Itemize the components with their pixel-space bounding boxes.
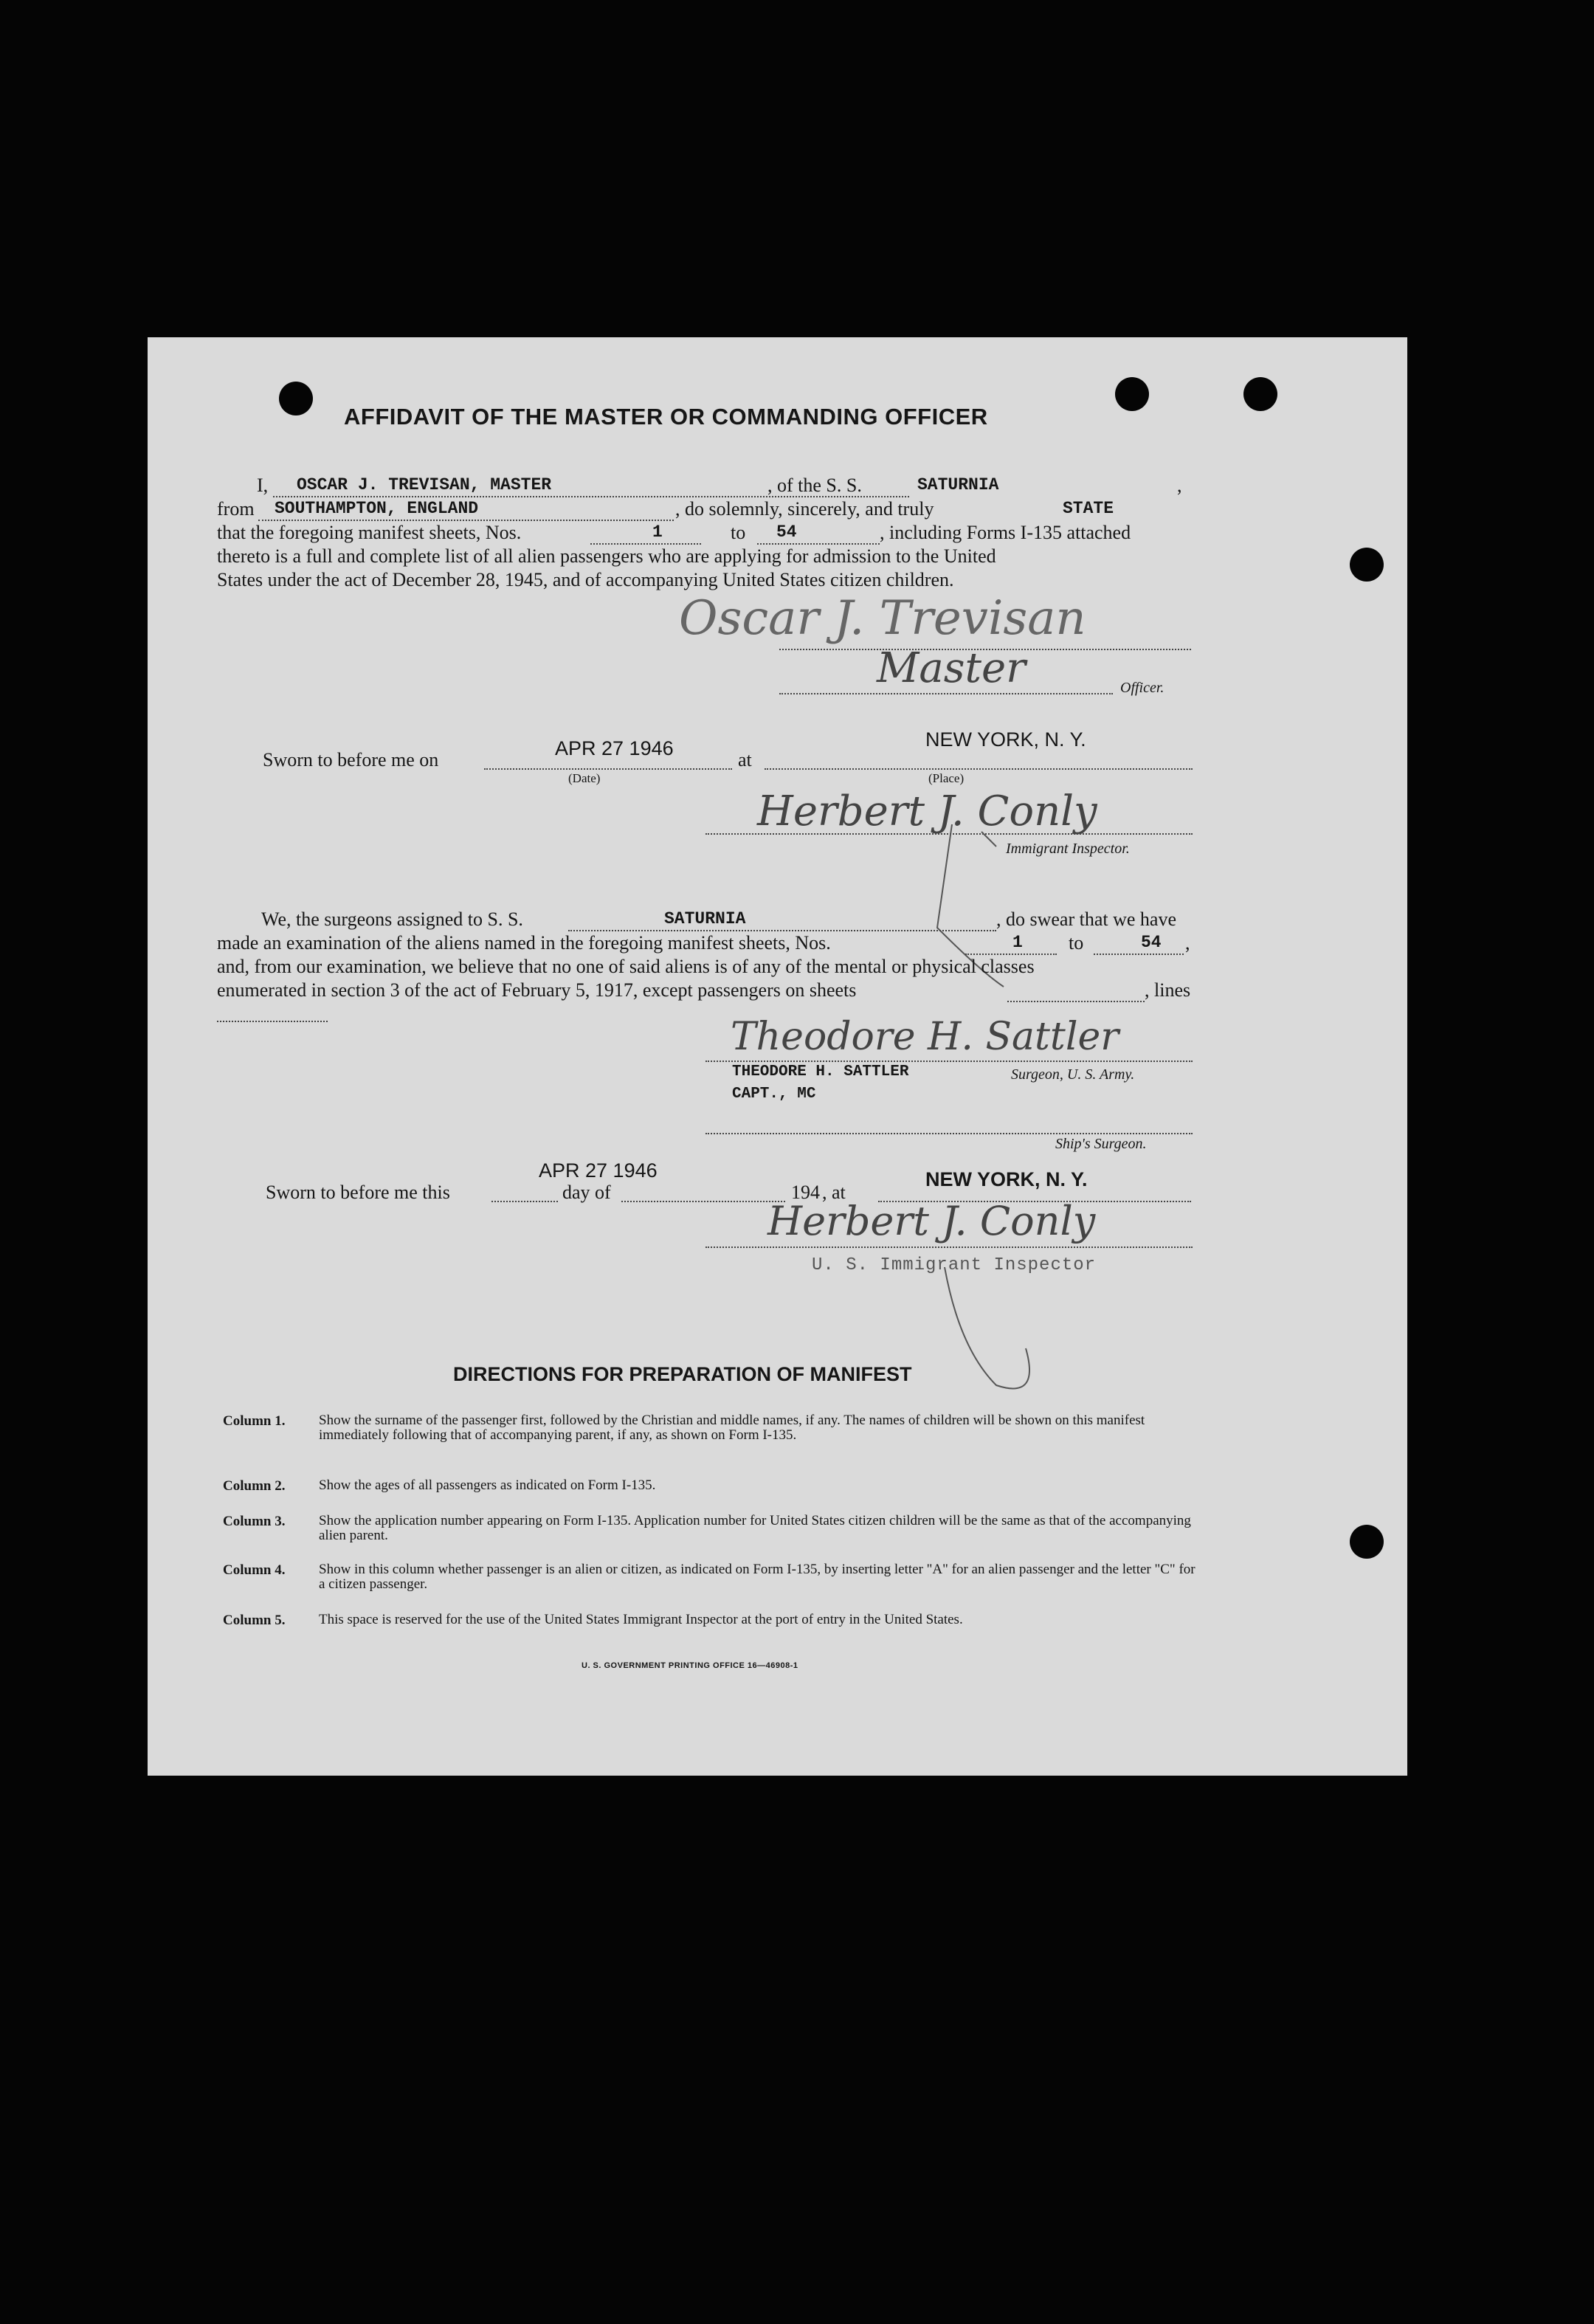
surgeon-typed-name: THEODORE H. SATTLER xyxy=(732,1063,909,1080)
line2-mid: , do solemnly, sincerely, and truly xyxy=(675,498,934,520)
column-1-label: Column 1. xyxy=(223,1413,286,1429)
line5: States under the act of December 28, 1945, and of accompanying United States citizen children. xyxy=(217,569,954,590)
document-page xyxy=(148,337,1407,1776)
surgeons-l4-suffix: , lines xyxy=(1145,979,1191,1001)
surgeon-rank: CAPT., MC xyxy=(732,1086,816,1103)
punch-hole xyxy=(1350,1525,1384,1559)
sworn2-at: , at xyxy=(822,1182,846,1203)
officer-caption: Officer. xyxy=(1120,680,1165,696)
ships-surgeon-caption: Ship's Surgeon. xyxy=(1055,1136,1147,1152)
directions-title: DIRECTIONS FOR PREPARATION OF MANIFEST xyxy=(453,1363,912,1385)
surgeons-l3: and, from our examination, we believe that no one of said aliens is of any of the mental or physical classes xyxy=(217,956,1035,977)
inspector-typed-title: U. S. Immigrant Inspector xyxy=(812,1255,1097,1275)
punch-hole xyxy=(1350,548,1384,582)
line1-mid: , of the S. S. xyxy=(767,475,862,496)
sheets-from: 1 xyxy=(652,523,663,542)
line1-suffix: , xyxy=(1177,475,1182,496)
surgeons-l4-prefix: enumerated in section 3 of the act of February 5, 1917, except passengers on sheets xyxy=(217,979,857,1001)
column-4-text: Show in this column whether passenger is an alien or citizen, as indicated on Form I-135, by inserting letter "A" for an alien passenger and the letter "C" for a citizen passenger. xyxy=(319,1562,1196,1592)
printer-imprint: U. S. GOVERNMENT PRINTING OFFICE 16—46908-1 xyxy=(582,1661,798,1670)
master-name: OSCAR J. TREVISAN, MASTER xyxy=(297,475,552,494)
line2-prefix: from xyxy=(217,498,255,520)
sheets-to: 54 xyxy=(776,523,797,542)
line3-suffix: , including Forms I-135 attached xyxy=(880,522,1131,543)
line3-prefix: that the foregoing manifest sheets, Nos. xyxy=(217,522,522,543)
surgeons-to: to xyxy=(1069,932,1084,954)
punch-hole xyxy=(1243,377,1277,411)
ship-name: SATURNIA xyxy=(917,475,999,494)
column-4-label: Column 4. xyxy=(223,1562,286,1578)
sworn2-date-stamp: APR 27 1946 xyxy=(539,1159,658,1182)
surgeons-to-no: 54 xyxy=(1141,933,1162,952)
column-1-text: Show the surname of the passenger first, followed by the Christian and middle names, if any. The names of children will be shown on this manifest immediately following that of accompanying parent, if any, as shown on Form I-135. xyxy=(319,1413,1145,1443)
punch-hole xyxy=(279,382,313,416)
line4: thereto is a full and complete list of all alien passengers who are applying for admission to the United xyxy=(217,545,996,567)
column-2-label: Column 2. xyxy=(223,1478,286,1494)
date-caption: (Date) xyxy=(568,771,601,785)
line3-to: to xyxy=(731,522,746,543)
master-title-handwritten: Master xyxy=(877,644,1026,692)
line1-prefix: I, xyxy=(257,475,269,496)
surgeons-ship: SATURNIA xyxy=(664,909,746,928)
sworn1-date-stamp: APR 27 1946 xyxy=(555,737,674,759)
place-caption: (Place) xyxy=(928,771,965,785)
inspector-signature-2: Herbert J. Conly xyxy=(767,1198,1096,1244)
column-3-label: Column 3. xyxy=(223,1514,286,1529)
surgeons-l1-prefix: We, the surgeons assigned to S. S. xyxy=(261,908,523,930)
surgeons-l2-prefix: made an examination of the aliens named in the foregoing manifest sheets, Nos. xyxy=(217,932,831,954)
column-3-text: Show the application number appearing on Form I-135. Application number for United States citizen children will be the same as that of the accompanying alien parent. xyxy=(319,1513,1191,1543)
sworn1-at: at xyxy=(738,749,752,770)
sworn2-day-of: day of xyxy=(562,1182,611,1203)
origin-port: SOUTHAMPTON, ENGLAND xyxy=(275,499,479,518)
inspector-caption: Immigrant Inspector. xyxy=(1006,841,1130,857)
column-5-label: Column 5. xyxy=(223,1613,286,1628)
sworn2-place-stamp: NEW YORK, N. Y. xyxy=(925,1168,1088,1190)
sworn1-label: Sworn to before me on xyxy=(263,749,439,770)
inspector-pen-stroke-2 xyxy=(930,1260,1063,1407)
state-word: STATE xyxy=(1063,499,1114,518)
column-5-text: This space is reserved for the use of the United States Immigrant Inspector at the port of entry in the United States. xyxy=(319,1612,963,1627)
surgeons-l1-suffix: , do swear that we have xyxy=(996,908,1177,930)
column-2-text: Show the ages of all passengers as indicated on Form I-135. xyxy=(319,1478,656,1493)
surgeons-from: 1 xyxy=(1012,933,1023,952)
surgeon-signature: Theodore H. Sattler xyxy=(731,1015,1119,1059)
punch-hole xyxy=(1115,377,1149,411)
sworn2-year: 194 xyxy=(791,1182,820,1203)
sworn2-label: Sworn to before me this xyxy=(266,1182,450,1203)
inspector-signature: Herbert J. Conly xyxy=(757,787,1097,835)
master-signature: Oscar J. Trevisan xyxy=(679,591,1086,646)
surgeons-l2-suffix: , xyxy=(1185,932,1190,954)
affidavit-title: AFFIDAVIT OF THE MASTER OR COMMANDING OFFICER xyxy=(344,404,988,430)
sworn1-place-stamp: NEW YORK, N. Y. xyxy=(925,728,1086,751)
surgeon-caption: Surgeon, U. S. Army. xyxy=(1011,1066,1135,1083)
